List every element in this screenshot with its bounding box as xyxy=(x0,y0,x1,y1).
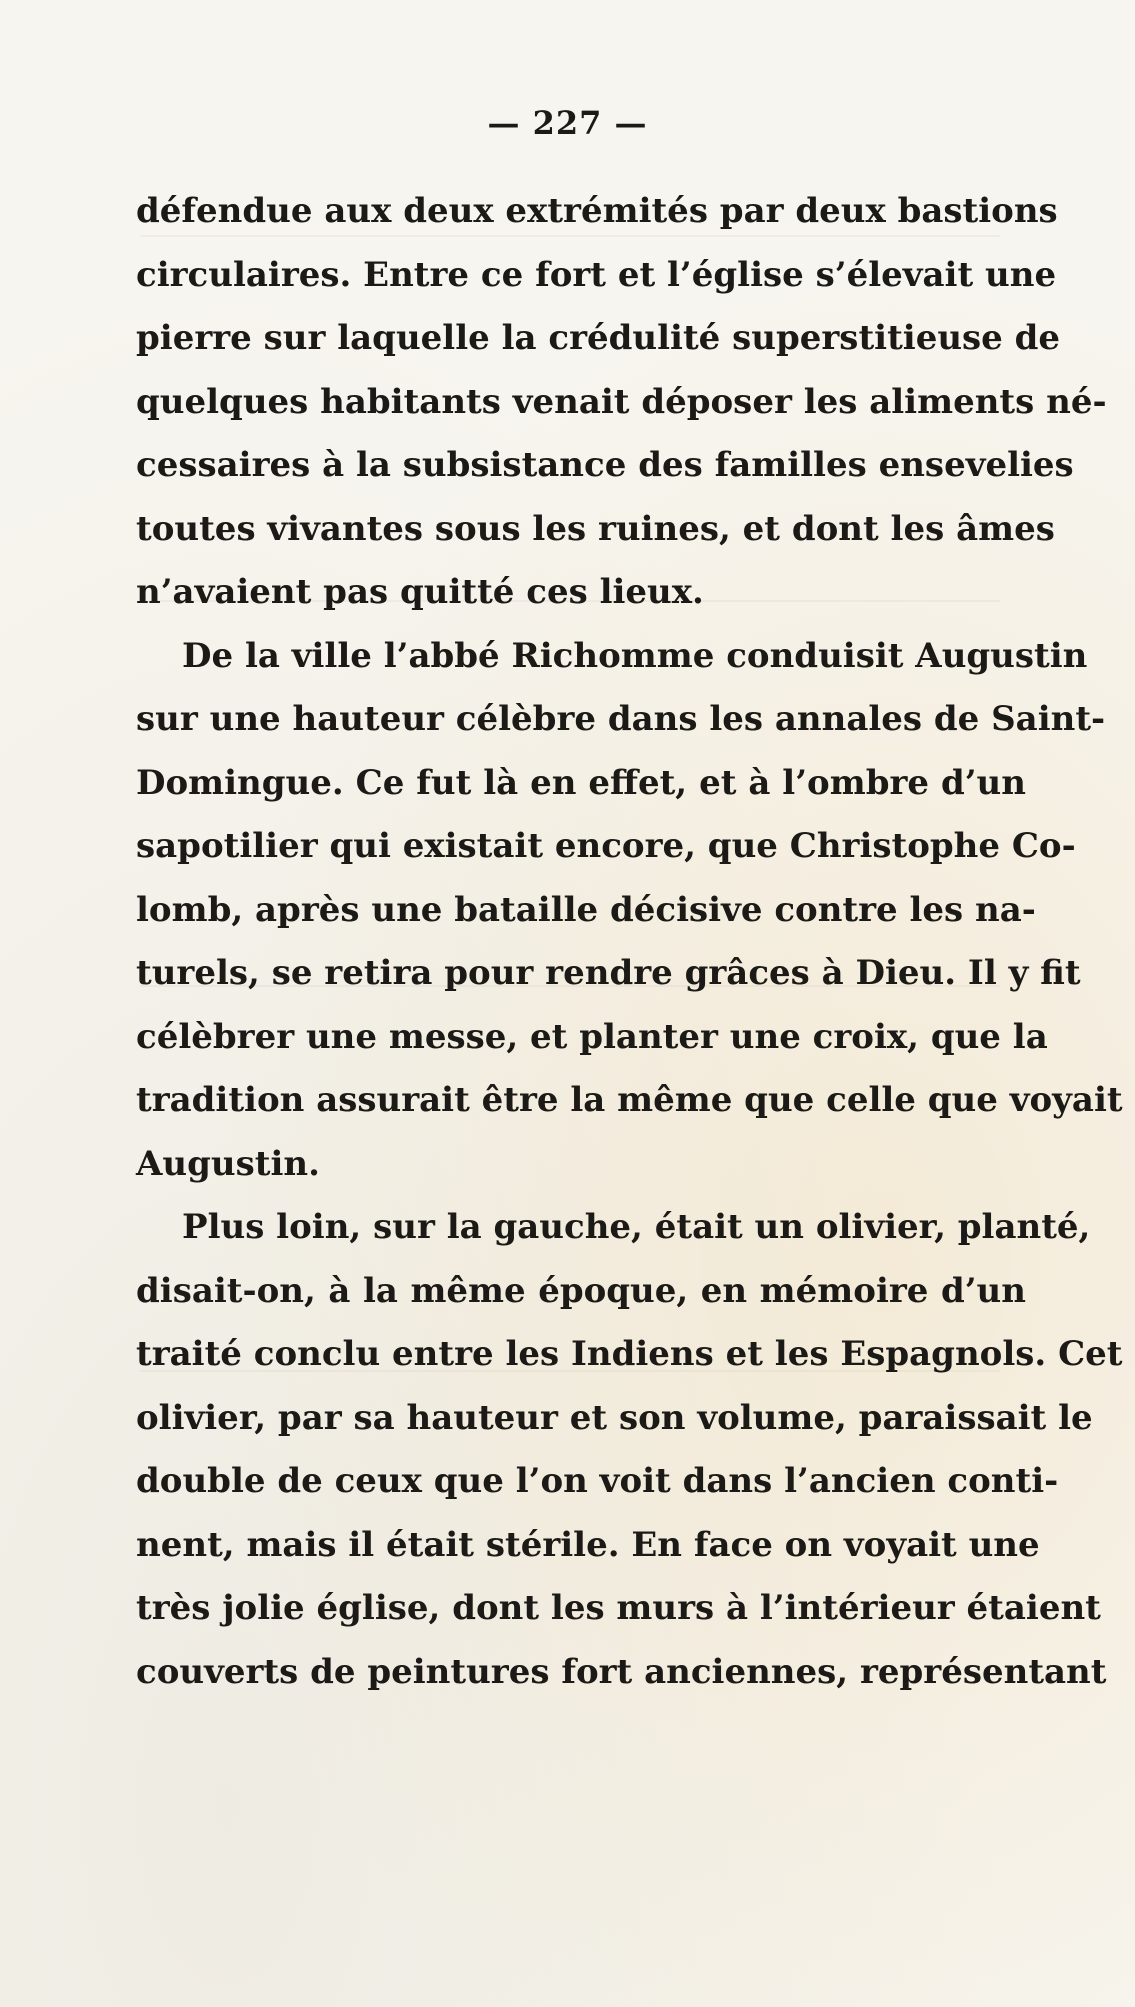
page-number: — 227 — xyxy=(487,104,648,142)
text-line: célèbrer une messe, et planter une croix, que la xyxy=(136,1016,1048,1057)
paragraph-3 xyxy=(136,1196,1123,1704)
text-line: Domingue. Ce fut là en effet, et à l’ombre d’un xyxy=(136,762,1026,803)
text-line: sapotilier qui existait encore, que Christophe Co- xyxy=(136,826,1076,866)
text-line: sur une hauteur célèbre dans les annales de Saint- xyxy=(136,699,1106,739)
text-line: toutes vivantes sous les ruines, et dont les âmes xyxy=(136,508,1055,549)
text-line: Plus loin, sur la gauche, était un olivier, planté, xyxy=(182,1207,1091,1247)
text-line: tradition assurait être la même que celle que voyait xyxy=(136,1080,1123,1120)
text-line: lomb, après une bataille décisive contre les na- xyxy=(136,889,1036,930)
paragraph-2 xyxy=(136,625,1123,1197)
text-line: traité conclu entre les Indiens et les Espagnols. Cet xyxy=(136,1334,1123,1374)
text-line: disait-on, à la même époque, en mémoire d’un xyxy=(136,1270,1026,1311)
text-line: couverts de peintures fort anciennes, représentant xyxy=(136,1651,1107,1692)
text-line: n’avaient pas quitté ces lieux. xyxy=(136,572,704,612)
text-line: double de ceux que l’on voit dans l’ancien conti- xyxy=(136,1461,1059,1501)
text-line: quelques habitants venait déposer les aliments né- xyxy=(136,381,1107,422)
text-line: nent, mais il était stérile. En face on voyait une xyxy=(136,1524,1040,1565)
text-line: cessaires à la subsistance des familles ensevelies xyxy=(136,445,1074,485)
paragraph-1 xyxy=(136,180,1107,625)
body-text xyxy=(136,180,1123,1704)
text-line: circulaires. Entre ce fort et l’église s’élevait une xyxy=(136,254,1057,295)
text-line: turels, se retira pour rendre grâces à Dieu. Il y fit xyxy=(136,953,1081,993)
text-line: très jolie église, dont les murs à l’intérieur étaient xyxy=(136,1588,1101,1628)
text-line: De la ville l’abbé Richomme conduisit Augustin xyxy=(182,635,1088,676)
text-line: pierre sur laquelle la crédulité superstitieuse de xyxy=(136,318,1061,358)
text-line: défendue aux deux extrémités par deux bastions xyxy=(136,191,1058,231)
text-line: Augustin. xyxy=(136,1143,320,1184)
text-line: olivier, par sa hauteur et son volume, paraissait le xyxy=(136,1397,1093,1438)
